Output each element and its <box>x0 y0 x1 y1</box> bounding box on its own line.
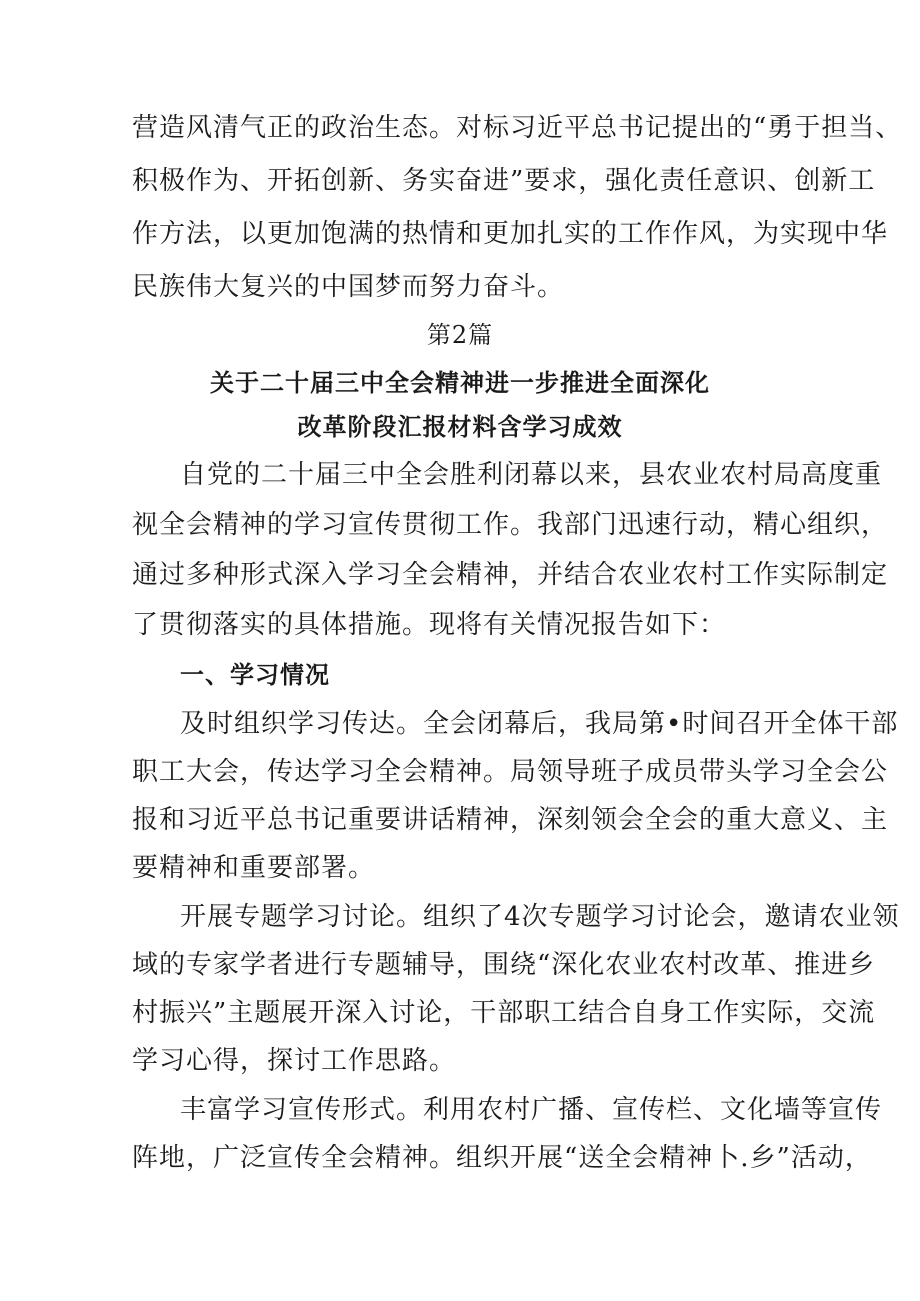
paragraph-2-line: 学习心得，探讨工作思路。 <box>132 1046 457 1076</box>
intro-line: 视全会精神的学习宣传贯彻工作。我部门迅速行动，精心组织， <box>132 510 889 540</box>
document-title-line-1: 关于二十届三中全会精神进一步推进全面深化 <box>210 369 710 397</box>
carryover-line: 民族伟大复兴的中国梦而努力奋斗。 <box>132 272 565 302</box>
paragraph-1-line: 要精神和重要部署。 <box>132 853 376 883</box>
carryover-line: 营造风清气正的政治生态。对标习近平总书记提出的“勇于担当、 <box>132 113 903 143</box>
chapter-label: 第2篇 <box>426 321 494 349</box>
paragraph-3-line: 阵地，广泛宣传全会精神。组织开展“送全会精神卜.乡”活动， <box>132 1143 872 1173</box>
intro-line: 自党的二十届三中全会胜利闭幕以来，县农业农村局高度重 <box>180 460 883 490</box>
carryover-line: 积极作为、开拓创新、务实奋进”要求，强化责任意识、创新工 <box>132 166 876 196</box>
paragraph-1-line: 报和习近平总书记重要讲话精神，深刻领会全会的重大意义、主 <box>132 805 889 835</box>
paragraph-2-line: 村振兴”主题展开深入讨论，干部职工结合自身工作实际，交流 <box>132 998 876 1028</box>
paragraph-2-line: 域的专家学者进行专题辅导，围绕“深化农业农村改革、推进乡 <box>132 950 876 980</box>
paragraph-3-line: 丰富学习宣传形式。利用农村广播、宣传栏、文化墙等宣传 <box>180 1095 883 1125</box>
carryover-line: 作方法，以更加饱满的热情和更加扎实的工作作风，为实现中华 <box>132 219 889 249</box>
intro-line: 了贯彻落实的具体措施。现将有关情况报告如下： <box>132 610 727 640</box>
intro-line: 通过多种形式深入学习全会精神，并结合农业农村工作实际制定 <box>132 560 889 590</box>
document-title-line-2: 改革阶段汇报材料含学习成效 <box>297 413 623 441</box>
paragraph-1-line: 职工大会，传达学习全会精神。局领导班子成员带头学习全会公 <box>132 757 889 787</box>
paragraph-2-line: 开展专题学习讨论。组织了4次专题学习讨论会，邀请农业领 <box>180 902 900 932</box>
paragraph-1-line: 及时组织学习传达。全会闭幕后，我局第•时间召开全体干部 <box>180 709 899 739</box>
section-heading: 一、学习情况 <box>180 661 330 689</box>
